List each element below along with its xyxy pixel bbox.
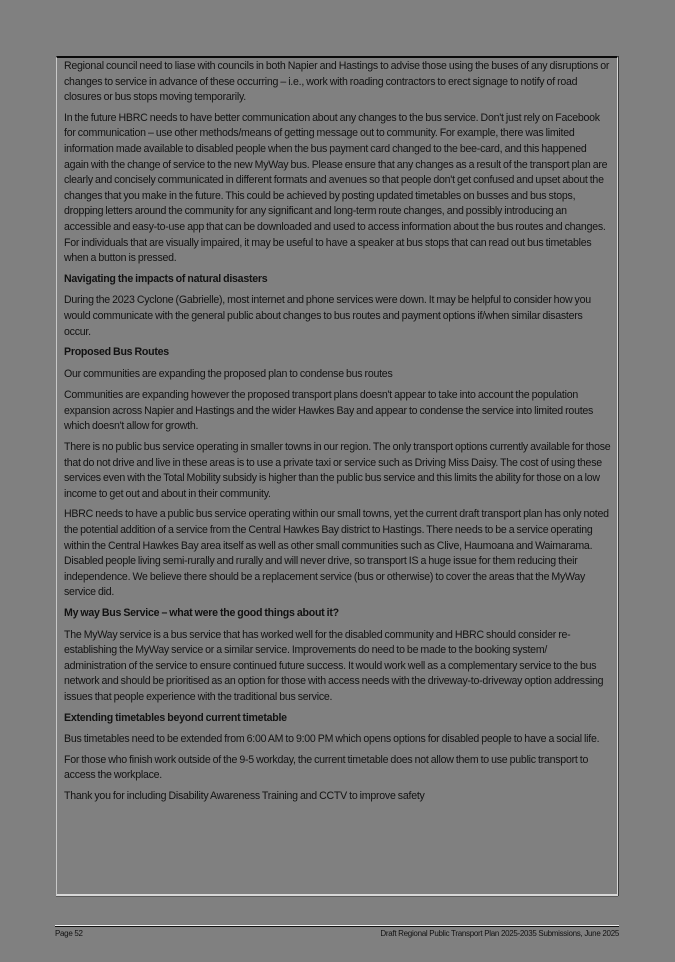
paragraph-thank-you: Thank you for including Disability Awareness Training and CCTV to improve safety — [64, 789, 425, 802]
paragraph-workday-outside: For those who finish work outside of the 9-5 workday, the current timetable does not allow them to use public transport to access the workplace. — [64, 753, 589, 782]
paragraph-small-towns: There is no public bus service operating in smaller towns in our region. The only transport options currently available for those that do not drive and live in these areas is to use a private taxi or service such as Driving Miss Daisy. The cost of using these services even with the Total Mobility subsidy is higher than the public bus service and this limits the ability for those on a low income to get out and about in their community. — [64, 441, 611, 500]
footer-page-number: Page 52 — [55, 929, 83, 938]
paragraph-cyclone-gabrielle: During the 2023 Cyclone (Gabrielle), most internet and phone services were down. It may be helpful to consider how you would communicate with the general public about changes to bus routes and payment options if/when similar disasters occur. — [64, 294, 591, 338]
paragraph-myway-service: The MyWay service is a bus service that has worked well for the disabled community and HBRC should consider re-establishing the MyWay service or a similar service. Improvements do need to be made to the booking system/ administration of the service to ensure continued future success. It would work well as a complementary service to the bus network and should be prioritised as an option for those with access needs with the driveway-to-driveway option addressing issues that people experience with the traditional bus service. — [64, 628, 604, 703]
footer-divider — [55, 925, 619, 927]
paragraph-hbrc-small-towns-service: HBRC needs to have a public bus service operating within our small towns, yet the current draft transport plan has only noted the potential addition of a service from the Central Hawkes Bay district to Hastings. There needs to be a service operating within the Central Hawkes Bay area itself as well as other small communities such as Clive, Haumoana and Waimarama. Disabled people living semi-rurally and rurally and will never drive, so transport IS a huge issue for them reducing their independence. We believe there should be a replacement service (bus or otherwise) to cover the areas that the MyWay service did. — [64, 508, 609, 599]
paragraph-liaise-councils: Regional council need to liase with councils in both Napier and Hastings to advise those using the buses of any disruptions or changes to service in advance of these occurring – i.e., work with roading contractors to erect signage to notify of road closures or bus stops moving temporarily. — [64, 60, 610, 104]
footer-document-title: Draft Regional Public Transport Plan 2025-2035 Submissions, June 2025 — [380, 929, 619, 938]
heading-extending-timetables: Extending timetables beyond current timetable — [64, 711, 287, 724]
heading-myway-good-things: My way Bus Service – what were the good things about it? — [64, 607, 339, 619]
paragraph-timetable-hours: Bus timetables need to be extended from 6:00 AM to 9:00 PM which opens options for disabled people to have a social life. — [64, 733, 600, 746]
paragraph-better-communication: In the future HBRC needs to have better communication about any changes to the bus service. Don't just rely on Facebook for communication – use other methods/means of getting message out to community. For example, there was limited information made available to disabled people when the bus payment card changed to the bee-card, and this happened again with the change of service to the new MyWay bus. Please ensure that any changes as a result of the transport plan are clearly and concisely communicated in different formats and avenues so that people don't get confused and upset about the changes that you make in the future. This could be achieved by posting updated timetables on busses and bus stops, dropping letters around the community for any significant and long-term route changes, and possibly introducing an accessible and easy-to-use app that can be downloaded and used to access information about the bus routes and changes. For individuals that are visually impaired, it may be useful to have a speaker at bus stops that can read out bus timetables when a button is pressed. — [64, 111, 608, 265]
heading-proposed-bus-routes: Proposed Bus Routes — [64, 346, 169, 359]
heading-natural-disasters: Navigating the impacts of natural disasters — [64, 272, 268, 285]
paragraph-communities-expanding-short: Our communities are expanding the proposed plan to condense bus routes — [64, 367, 393, 380]
paragraph-population-expansion: Communities are expanding however the proposed transport plans doesn't appear to take into account the population expansion across Napier and Hastings and the wider Hawkes Bay and appear to condense the service into limited routes which doesn't allow for growth. — [64, 389, 594, 433]
submission-text-box — [56, 56, 618, 896]
